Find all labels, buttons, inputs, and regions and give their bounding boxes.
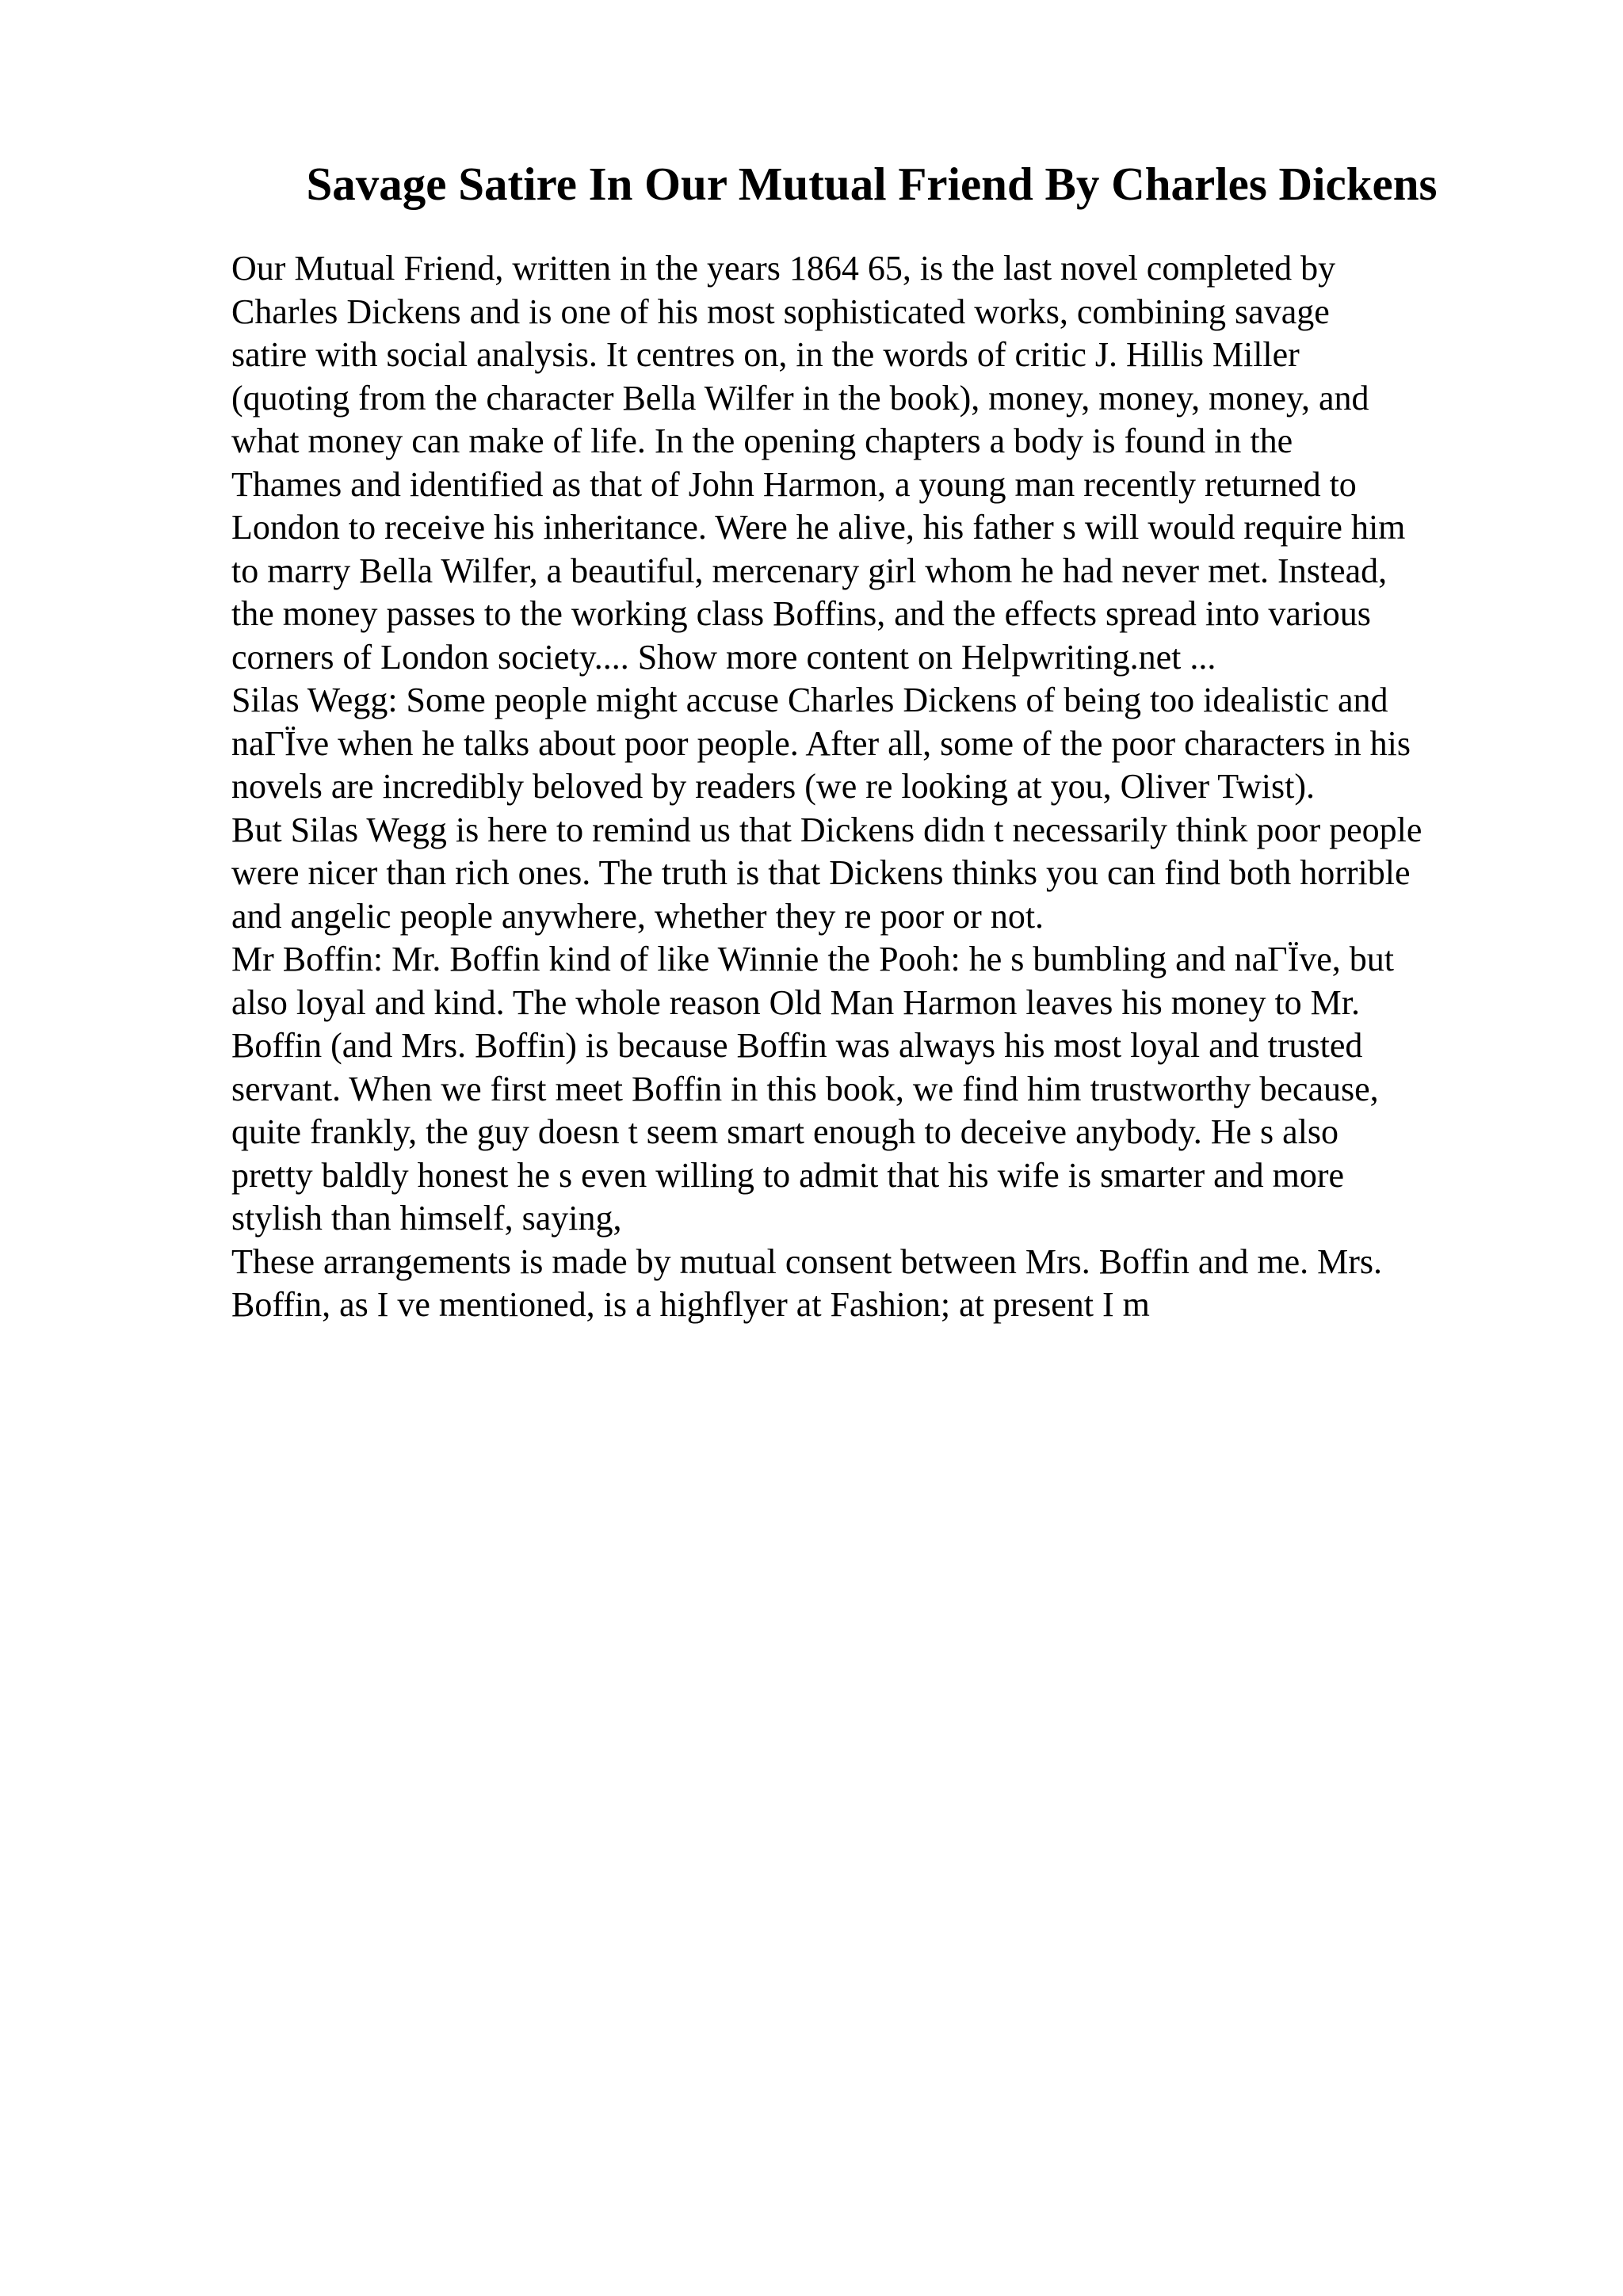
body-line: what money can make of life. In the opening chapters a body is found in the [231, 421, 1293, 460]
body-line: Charles Dickens and is one of his most sophisticated works, combining savage [231, 292, 1330, 331]
body-line: naГЇve when he talks about poor people. After all, some of the poor characters in his [231, 723, 1411, 763]
body-line: These arrangements is made by mutual consent between Mrs. Boffin and me. Mrs. [231, 1241, 1383, 1281]
body-line: stylish than himself, saying, [231, 1199, 622, 1238]
body-line: Boffin (and Mrs. Boffin) is because Boffin was always his most loyal and trusted [231, 1026, 1363, 1065]
body-line: Thames and identified as that of John Harmon, a young man recently returned to [231, 464, 1357, 504]
body-line: Silas Wegg: Some people might accuse Charles Dickens of being too idealistic and [231, 681, 1388, 719]
body-line: novels are incredibly beloved by readers (we re looking at you, Oliver Twist). [231, 767, 1316, 806]
body-line: Our Mutual Friend, written in the years 1864 65, is the last novel completed by [231, 249, 1336, 288]
body-line: London to receive his inheritance. Were he alive, his father s will would require him [231, 508, 1406, 547]
body-line: pretty baldly honest he s even willing to admit that his wife is smarter and more [231, 1155, 1345, 1195]
document-body [231, 247, 1515, 1327]
body-line: were nicer than rich ones. The truth is that Dickens thinks you can find both horrible [231, 853, 1411, 892]
body-line: (quoting from the character Bella Wilfer in the book), money, money, money, and [231, 378, 1369, 418]
body-line: and angelic people anywhere, whether they re poor or not. [231, 896, 1044, 936]
body-line: to marry Bella Wilfer, a beautiful, mercenary girl whom he had never met. Instead, [231, 551, 1388, 590]
body-line: servant. When we first meet Boffin in this book, we find him trustworthy because, [231, 1069, 1379, 1108]
body-line: corners of London society.... Show more content on Helpwriting.net ... [231, 637, 1216, 677]
body-line: satire with social analysis. It centres on, in the words of critic J. Hillis Miller [231, 335, 1300, 374]
body-line: the money passes to the working class Boffins, and the effects spread into various [231, 594, 1371, 633]
body-line: quite frankly, the guy doesn t seem smart enough to deceive anybody. He s also [231, 1112, 1339, 1151]
body-line: Mr Boffin: Mr. Boffin kind of like Winnie the Pooh: he s bumbling and naГЇve, but [231, 940, 1394, 978]
document-title: Savage Satire In Our Mutual Friend By Charles Dickens [306, 158, 1438, 210]
body-line: But Silas Wegg is here to remind us that Dickens didn t necessarily think poor people [231, 810, 1423, 849]
body-line: also loyal and kind. The whole reason Old Man Harmon leaves his money to Mr. [231, 982, 1361, 1022]
body-line: Boffin, as I ve mentioned, is a highflyer at Fashion; at present I m [231, 1285, 1150, 1324]
